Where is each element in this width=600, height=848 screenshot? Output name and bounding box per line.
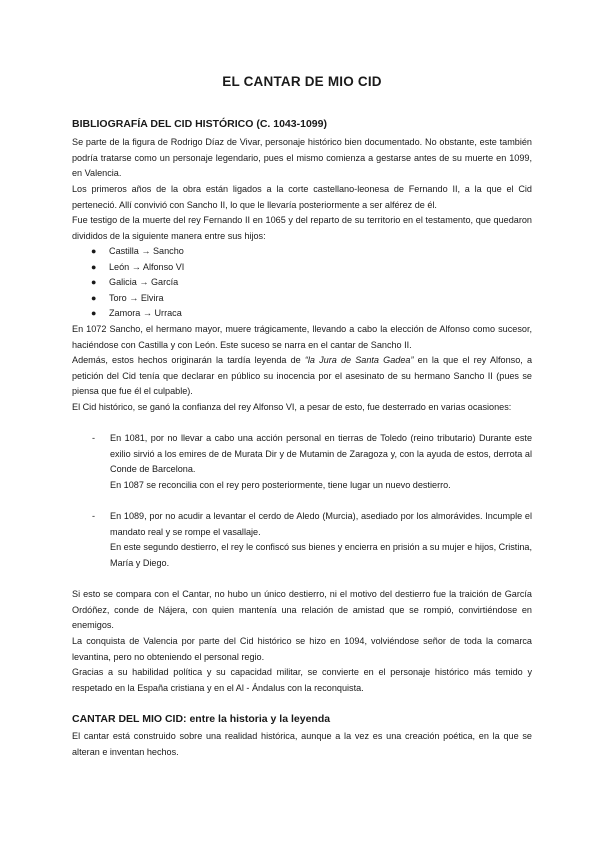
bullet-icon: ● (91, 292, 97, 303)
exile-text: En 1081, por no llevar a cabo una acción personal en tierras de Toledo (reino tributario) Durante este exilio sirvió a los emires de de Murata Dir y de Mutamin de Zaragoza y, con la ayuda de estos, derrota al Conde de Barcelona. (110, 433, 532, 475)
paragraph-reparto: Fue testigo de la muerte del rey Fernando II en 1065 y del reparto de su territorio en el testamento, que quedaron divididos de la siguiente manera entre sus hijos: (72, 215, 532, 241)
paragraph-intro: Se parte de la figura de Rodrigo Díaz de Vivar, personaje histórico bien documentado. No obstante, este también podría tratarse como un personaje legendario, pues el mismo comienza a gestarse antes de su muerte en 1099, en Valencia. (72, 137, 532, 179)
list-item: ● Galicia → García (72, 275, 532, 291)
paragraph-jura: Además, estos hechos originarán la tardía leyenda de “la Jura de Santa Gadea” en la que el rey Alfonso, a petición del Cid tenía que declarar en público su inocencia por el asesinato de su hermano Sancho II (pues se piensa que fue él el culpable). (72, 355, 533, 397)
legend-title: “la Jura de Santa Gadea” (304, 355, 414, 365)
bullet-icon: ● (91, 308, 97, 319)
bullet-icon: ● (91, 246, 97, 256)
list-item: ● León → Alfonso VI (72, 260, 532, 276)
bullet-icon: ● (91, 261, 97, 272)
bullet-icon: ● (91, 277, 97, 288)
section-heading-bibliografia: BIBLIOGRAFÍA DEL CID HISTÓRICO (C. 1043-1099) (72, 118, 327, 130)
paragraph-valencia: La conquista de Valencia por parte del Cid histórico se hizo en 1094, volviéndose señor de toda la comarca levantina, pero no obteniendo el personal regio. (72, 636, 532, 662)
exile-text: En 1087 se reconcilia con el rey pero posteriormente, tiene lugar un nuevo destierro. (110, 479, 451, 490)
dash-marker: - (92, 433, 96, 443)
exile-item-1081 (72, 431, 532, 493)
exile-item-1089 (72, 509, 532, 571)
list-item: ● Castilla → Sancho (72, 244, 532, 260)
paragraph-habilidad: Gracias a su habilidad política y su capacidad militar, se convierte en el personaje histórico más temido y respetado en la España cristiana y en el Al - Ándalus con la reconquista. (72, 667, 532, 693)
paragraph-comparacion: Si esto se compara con el Cantar, no hubo un único destierro, ni el motivo del destierro fue la traición de García Ordóñez, conde de Nájera, con quien mantenía una relación de amistad que se rompió, convirtiéndose en enemigos. (72, 589, 532, 631)
paragraph-corte: Los primeros años de la obra están ligados a la corte castellano-leonesa de Fernando II, a la que el Cid perteneció. Allí convivió con Sancho II, lo que le llevaría posteriormente a ser alférez de él. (72, 184, 532, 210)
paragraph-destierros: El Cid histórico, se ganó la confianza del rey Alfonso VI, a pesar de esto, fue desterrado en varias ocasiones: (72, 402, 512, 412)
paragraph-cantar: El cantar está construido sobre una realidad histórica, aunque a la vez es una creación poética, en la que se alteran e inventan hechos. (72, 731, 532, 757)
exile-text: En este segundo destierro, el rey le confiscó sus bienes y encierra en prisión a su mujer e hijos, Cristina, María y Diego. (110, 542, 532, 568)
dash-marker: - (92, 511, 96, 521)
page-title: EL CANTAR DE MIO CID (222, 74, 382, 89)
exile-text: En 1089, por no acudir a levantar el cerdo de Aledo (Murcia), asediado por los almorávides. Incumple el mandato real y se rompe el vasallaje. (110, 511, 532, 537)
section-heading-cantar: CANTAR DEL MIO CID: entre la historia y la leyenda (72, 713, 331, 725)
paragraph-sancho: En 1072 Sancho, el hermano mayor, muere trágicamente, llevando a cabo la elección de Alfonso como sucesor, haciéndose con Castilla y con León. Este suceso se narra en el cantar de Sancho II. (72, 324, 532, 350)
territory-list (72, 244, 532, 322)
list-item: ● Zamora → Urraca (72, 306, 532, 322)
list-item: ● Toro → Elvira (72, 291, 532, 307)
